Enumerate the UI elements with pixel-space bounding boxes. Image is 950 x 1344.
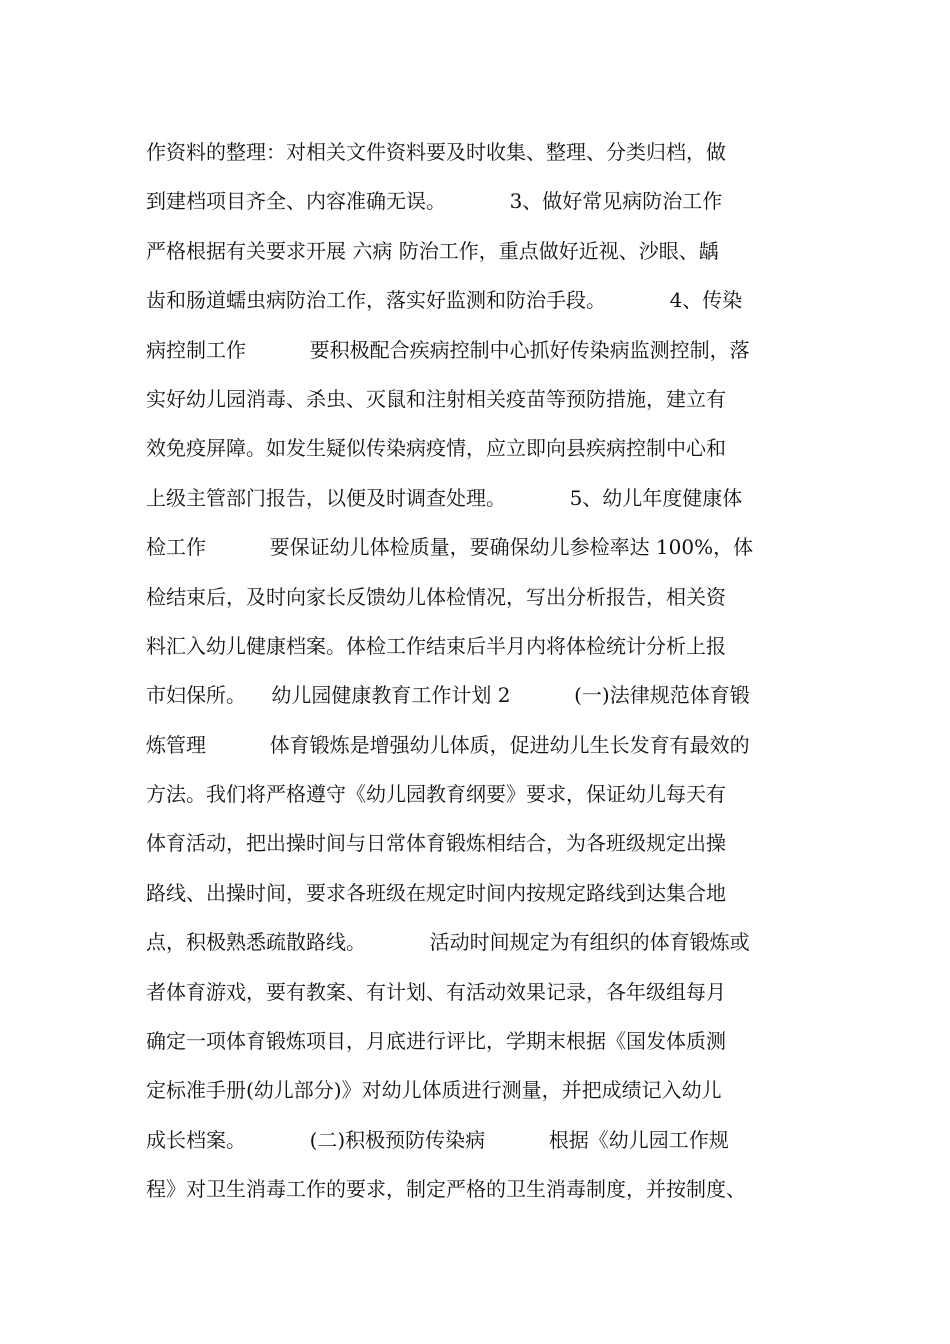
text-line: 确定一项体育锻炼项目，月底进行评比，学期末根据《国发体质测 bbox=[146, 1029, 726, 1054]
text-line: 料汇入幼儿健康档案。体检工作结束后半月内将体检统计分析上报 bbox=[146, 633, 726, 658]
text-line: 上级主管部门报告，以便及时调查处理。 5、幼儿年度健康体 bbox=[146, 485, 743, 510]
text-line: 路线、出操时间，要求各班级在规定时间内按规定路线到达集合地 bbox=[146, 880, 726, 905]
text-line: 作资料的整理：对相关文件资料要及时收集、整理、分类归档，做 bbox=[146, 140, 726, 164]
document-body bbox=[146, 128, 836, 1215]
text-line: 方法。我们将严格遵守《幼儿园教育纲要》要求，保证幼儿每天有 bbox=[146, 782, 726, 807]
text-line: 到建档项目齐全、内容准确无误。 3、做好常见病防治工作 bbox=[146, 189, 723, 214]
text-line: 检结束后，及时向家长反馈幼儿体检情况，写出分析报告，相关资 bbox=[146, 584, 726, 609]
text-line: 齿和肠道蠕虫病防治工作，落实好监测和防治手段。 4、传染 bbox=[146, 288, 743, 313]
text-line: 市妇保所。 幼儿园健康教育工作计划 2 (一)法律规范体育锻 bbox=[146, 683, 750, 708]
text-line: 检工作 要保证幼儿体检质量，要确保幼儿参检率达 100%，体 bbox=[146, 535, 754, 560]
text-line: 效免疫屏障。如发生疑似传染病疫情，应立即向县疾病控制中心和 bbox=[146, 436, 726, 461]
text-line: 炼管理 体育锻炼是增强幼儿体质，促进幼儿生长发育有最效的 bbox=[146, 732, 750, 757]
text-line: 体育活动，把出操时间与日常体育锻炼相结合，为各班级规定出操 bbox=[146, 831, 726, 856]
text-line: 程》对卫生消毒工作的要求，制定严格的卫生消毒制度，并按制度、 bbox=[146, 1177, 746, 1202]
text-line: 病控制工作 要积极配合疾病控制中心抓好传染病监测控制，落 bbox=[146, 337, 750, 362]
text-line: 者体育游戏，要有教案、有计划、有活动效果记录，各年级组每月 bbox=[146, 979, 726, 1004]
text-line: 严格根据有关要求开展 六病 防治工作，重点做好近视、沙眼、龋 bbox=[146, 238, 719, 263]
text-line: 点，积极熟悉疏散路线。 活动时间规定为有组织的体育锻炼或 bbox=[146, 930, 750, 955]
text-line: 定标准手册(幼儿部分)》对幼儿体质进行测量，并把成绩记入幼儿 bbox=[146, 1078, 722, 1103]
text-line: 成长档案。 (二)积极预防传染病 根据《幼儿园工作规 bbox=[146, 1127, 729, 1152]
text-line: 实好幼儿园消毒、杀虫、灭鼠和注射相关疫苗等预防措施，建立有 bbox=[146, 386, 726, 411]
